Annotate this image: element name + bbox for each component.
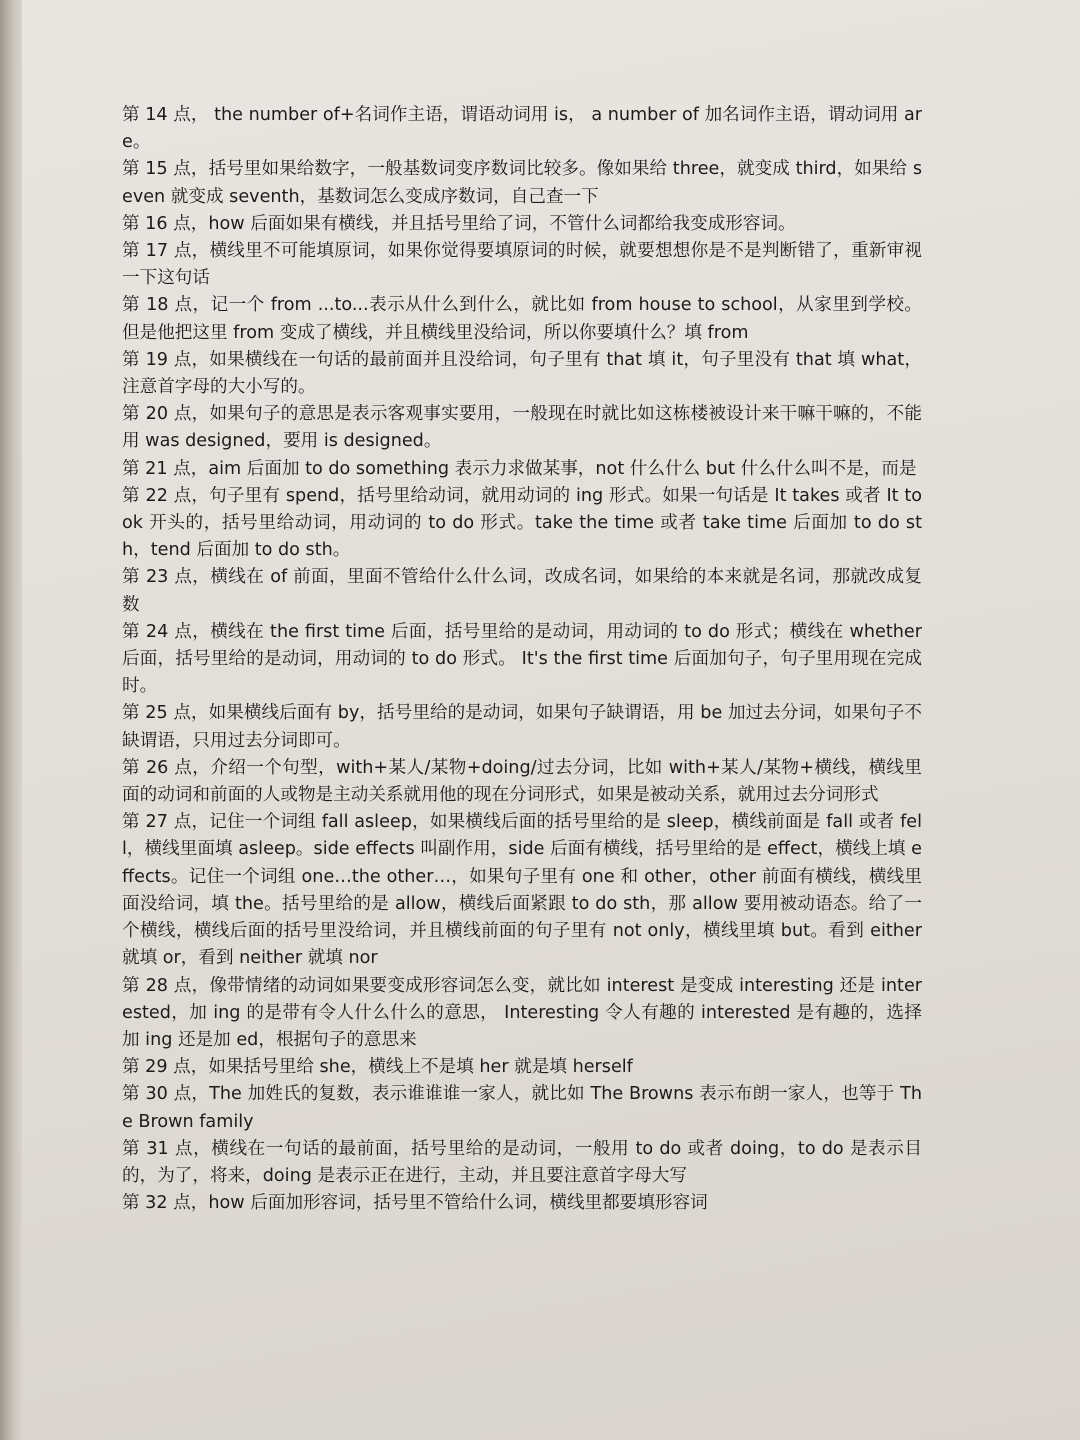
point-27: 第 27 点，记住一个词组 fall asleep，如果横线后面的括号里给的是 sleep，横线前面是 fall 或者 fell，横线里面填 asleep。side effects 叫副作用，side 后面有横线，括号里给的是 effect，横线上填 effects。记住一个词组 one…the other…，如果句子里有 one 和 other，other 前面有横线，横线里面没给词，填 the。括号里给的是 allow，横线后面紧跟 to do sth，那 allow 要用被动语态。给了一个横线，横线后面的括号里没给词，并且横线前面的句子里有 not only，横线里填 but。看到 either 就填 or，看到 neither 就填 nor — [122, 812, 922, 969]
point-19: 第 19 点，如果横线在一句话的最前面并且没给词，句子里有 that 填 it，句子里没有 that 填 what，注意首字母的大小写的。 — [122, 349, 922, 398]
point-29: 第 29 点，如果括号里给 she，横线上不是填 her 就是填 herself — [122, 1057, 633, 1078]
point-31: 第 31 点，横线在一句话的最前面，括号里给的是动词，一般用 to do 或者 doing，to do 是表示目的，为了，将来，doing 是表示正在进行，主动，并且要注意首字母大写 — [122, 1138, 922, 1186]
point-23: 第 23 点，横线在 of 前面，里面不管给什么什么词，改成名词，如果给的本来就是名词，那就改成复数 — [122, 567, 922, 615]
book-page — [22, 0, 1080, 1440]
point-32: 第 32 点，how 后面加形容词，括号里不管给什么词，横线里都要填形容词 — [122, 1193, 708, 1214]
point-16: 第 16 点，how 后面如果有横线，并且括号里给了词，不管什么词都给我变成形容词。 — [122, 213, 796, 234]
point-18: 第 18 点，记一个 from ...to...表示从什么到什么，就比如 from house to school，从家里到学校。但是他把这里 from 变成了横线，并且横线里没给词，所以你要填什么？填 from — [122, 295, 922, 343]
book-spine-shadow — [0, 0, 22, 1440]
point-30: 第 30 点，The 加姓氏的复数，表示谁谁谁一家人，就比如 The Browns 表示布朗一家人，也等于 The Brown family — [122, 1084, 922, 1132]
point-28: 第 28 点，像带情绪的动词如果要变成形容词怎么变，就比如 interest 是变成 interesting 还是 interested，加 ing 的是带有令人什么什么的意思， Interesting 令人有趣的 interested 是有趣的，选择加 ing 还是加 ed，根据句子的意思来 — [122, 975, 922, 1050]
notes-text-block — [122, 102, 922, 1217]
point-20: 第 20 点，如果句子的意思是表示客观事实要用，一般现在时就比如这栋楼被设计来干嘛干嘛的，不能用 was designed，要用 is designed。 — [122, 404, 922, 452]
point-21: 第 21 点，aim 后面加 to do something 表示力求做某事，not 什么什么 but 什么什么叫不是，而是 — [122, 458, 917, 479]
point-14: 第 14 点， the number of+名词作主语，谓语动词用 is， a number of 加名词作主语，谓动词用 are。 — [122, 105, 922, 153]
point-15: 第 15 点，括号里如果给数字，一般基数词变序数词比较多。像如果给 three，就变成 third，如果给 seven 就变成 seventh，基数词怎么变成序数词，自己查一下 — [122, 159, 922, 207]
point-22: 第 22 点，句子里有 spend，括号里给动词，就用动词的 ing 形式。如果一句话是 It takes 或者 It took 开头的，括号里给动词，用动词的 to do 形式。take the time 或者 take time 后面加 to do sth，tend 后面加 to do sth。 — [122, 485, 922, 561]
point-17: 第 17 点，横线里不可能填原词，如果你觉得要填原词的时候，就要想想你是不是判断错了，重新审视一下这句话 — [122, 241, 922, 289]
point-26: 第 26 点，介绍一个句型，with+某人/某物+doing/过去分词，比如 with+某人/某物+横线，横线里面的动词和前面的人或物是主动关系就用他的现在分词形式，如果是被动关系，就用过去分词形式 — [122, 757, 922, 806]
point-25: 第 25 点，如果横线后面有 by，括号里给的是动词，如果句子缺谓语，用 be 加过去分词，如果句子不缺谓语，只用过去分词即可。 — [122, 703, 922, 751]
point-24: 第 24 点，横线在 the first time 后面，括号里给的是动词，用动词的 to do 形式；横线在 whether 后面，括号里给的是动词，用动词的 to do 形式。 It's the first time 后面加句子，句子里用现在完成时。 — [122, 621, 922, 697]
